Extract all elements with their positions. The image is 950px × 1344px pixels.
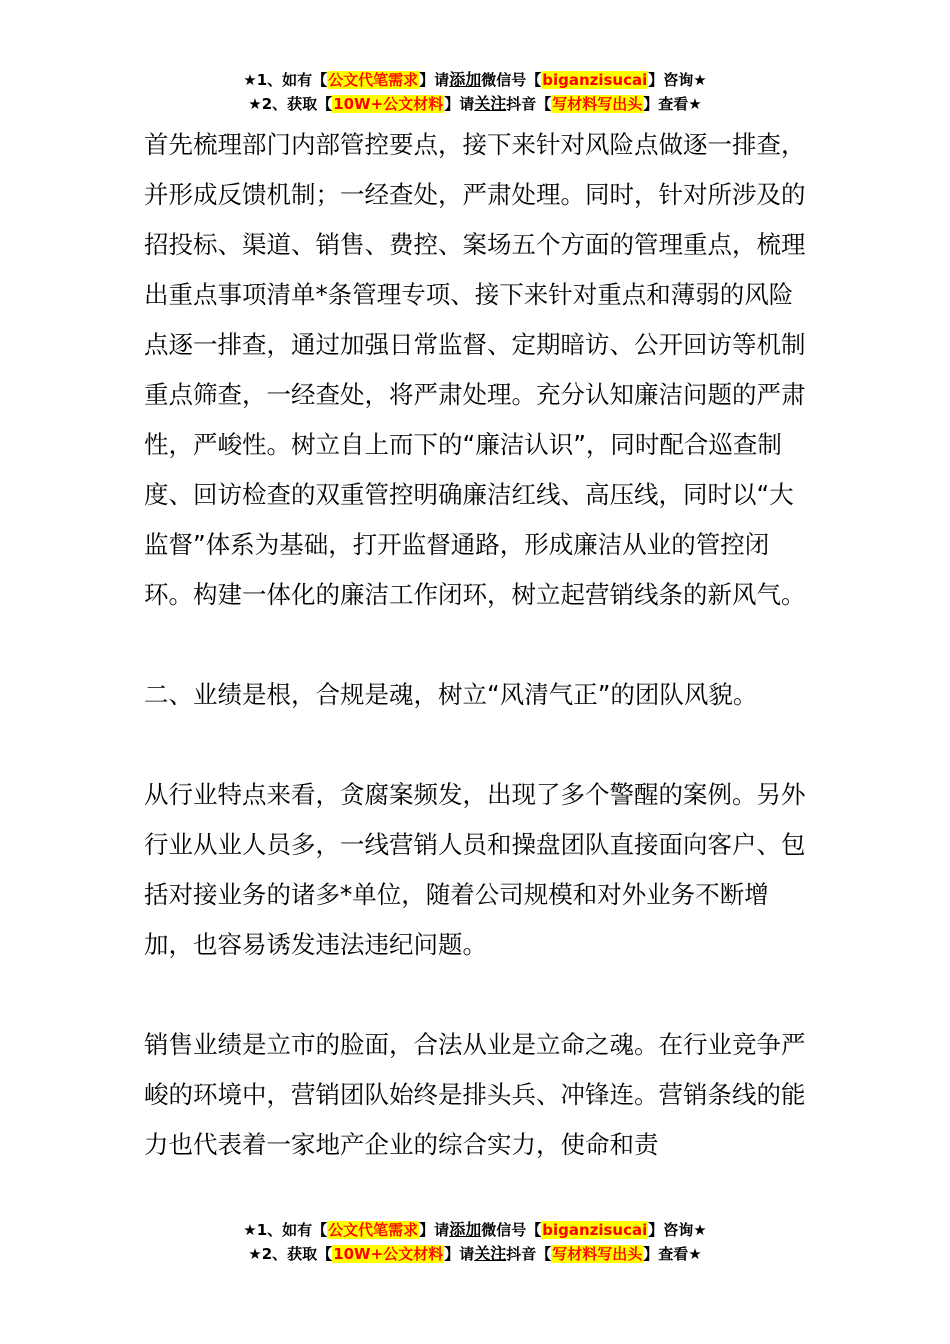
- banner-text: 】请: [419, 71, 450, 89]
- banner-emphasis: 添加: [449, 1220, 482, 1239]
- banner-line-2: [0, 92, 950, 116]
- banner-text: 】查看★: [643, 1245, 702, 1263]
- banner-emphasis: 关注: [474, 1244, 507, 1263]
- banner-text: 微信号【: [481, 1221, 542, 1239]
- highlight-materials: 10W+公文材料: [333, 95, 444, 113]
- banner-text: 】查看★: [643, 95, 702, 113]
- banner-text: ★2、获取【: [248, 1245, 333, 1263]
- paragraph-gap: [144, 620, 814, 670]
- highlight-douyin: 写材料写出头: [552, 95, 643, 113]
- banner-emphasis: 添加: [449, 70, 482, 89]
- highlight-materials: 10W+公文材料: [333, 1245, 444, 1263]
- banner-line-1: [0, 68, 950, 92]
- banner-text: 】请: [444, 1245, 475, 1263]
- highlight-wechat-id: biganzisucai: [542, 71, 648, 89]
- banner-text: ★1、如有【: [243, 71, 328, 89]
- banner-text: 】咨询★: [648, 71, 707, 89]
- banner-text: 】请: [444, 95, 475, 113]
- banner-text: 抖音【: [506, 95, 552, 113]
- banner-text: ★2、获取【: [248, 95, 333, 113]
- highlight-wechat-id: biganzisucai: [542, 1221, 648, 1239]
- paragraph-gap: [144, 720, 814, 770]
- document-body: [144, 120, 814, 1170]
- highlight-douyin: 写材料写出头: [552, 1245, 643, 1263]
- paragraph-gap: [144, 970, 814, 1020]
- paragraph: 从行业特点来看，贪腐案频发，出现了多个警醒的案例。另外行业从业人员多，一线营销人员和操盘团队直接面向客户、包括对接业务的诸多*单位，随着公司规模和对外业务不断增加，也容易诱发违法违纪问题。: [144, 780, 806, 959]
- banner-line-1: [0, 1218, 950, 1242]
- footer-banner: [0, 1218, 950, 1266]
- banner-line-2: [0, 1242, 950, 1266]
- banner-text: 抖音【: [506, 1245, 552, 1263]
- paragraph: 首先梳理部门内部管控要点，接下来针对风险点做逐一排查，并形成反馈机制；一经查处，严肃处理。同时，针对所涉及的招投标、渠道、销售、费控、案场五个方面的管理重点，梳理出重点事项清单*条管理专项、接下来针对重点和薄弱的风险点逐一排查，通过加强日常监督、定期暗访、公开回访等机制重点筛查，一经查处，将严肃处理。充分认知廉洁问题的严肃性，严峻性。树立自上而下的“廉洁认识”，同时配合巡查制度、回访检查的双重管控明确廉洁红线、高压线，同时以“大监督”体系为基础，打开监督通路，形成廉洁从业的管控闭环。构建一体化的廉洁工作闭环，树立起营销线条的新风气。: [144, 130, 806, 609]
- header-banner: [0, 68, 950, 116]
- banner-text: 】咨询★: [648, 1221, 707, 1239]
- paragraph: 销售业绩是立市的脸面，合法从业是立命之魂。在行业竞争严峻的环境中，营销团队始终是排头兵、冲锋连。营销条线的能力也代表着一家地产企业的综合实力，使命和责: [144, 1030, 806, 1159]
- banner-text: 】请: [419, 1221, 450, 1239]
- section-heading: 二、业绩是根，合规是魂，树立“风清气正”的团队风貌。: [144, 680, 758, 709]
- highlight-service: 公文代笔需求: [328, 1221, 419, 1239]
- banner-emphasis: 关注: [474, 94, 507, 113]
- banner-text: ★1、如有【: [243, 1221, 328, 1239]
- banner-text: 微信号【: [481, 71, 542, 89]
- highlight-service: 公文代笔需求: [328, 71, 419, 89]
